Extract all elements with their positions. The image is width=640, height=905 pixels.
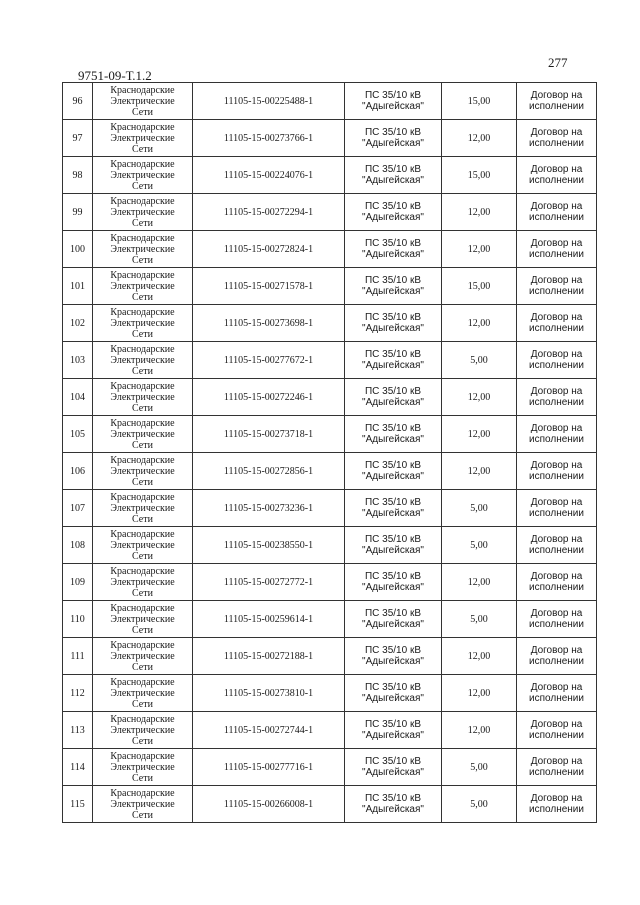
power-cell: 12,00 xyxy=(442,564,517,601)
status-cell xyxy=(517,194,597,231)
organization-cell xyxy=(93,342,193,379)
cell-line: Электрические xyxy=(110,391,175,403)
substation-cell xyxy=(345,527,442,564)
substation-cell xyxy=(345,490,442,527)
cell-line: Договор на xyxy=(530,127,583,138)
contract-code-cell: 11105-15-00273236-1 xyxy=(193,490,345,527)
cell-line: исполнении xyxy=(529,397,584,408)
organization-cell xyxy=(93,268,193,305)
cell-line: Сети xyxy=(132,328,153,340)
power-cell: 15,00 xyxy=(442,83,517,120)
cell-line: Сети xyxy=(132,735,153,747)
cell-line: ПС 35/10 кВ xyxy=(364,682,422,693)
cell-line: Договор на xyxy=(530,793,583,804)
cell-line: Электрические xyxy=(110,502,175,514)
organization-cell xyxy=(93,527,193,564)
cell-line: Электрические xyxy=(110,539,175,551)
organization-cell xyxy=(93,601,193,638)
cell-line: Сети xyxy=(132,365,153,377)
table-row xyxy=(63,527,597,564)
row-number: 102 xyxy=(63,305,93,342)
power-cell: 15,00 xyxy=(442,157,517,194)
contract-code-cell: 11105-15-00272188-1 xyxy=(193,638,345,675)
cell-line: Краснодарские xyxy=(110,491,175,503)
table-row xyxy=(63,453,597,490)
power-cell: 12,00 xyxy=(442,453,517,490)
cell-line: "Адыгейская" xyxy=(362,545,424,556)
cell-line: Краснодарские xyxy=(110,158,175,170)
contract-code-cell: 11105-15-00273718-1 xyxy=(193,416,345,453)
cell-line: "Адыгейская" xyxy=(362,767,424,778)
cell-line: "Адыгейская" xyxy=(362,397,424,408)
cell-line: ПС 35/10 кВ xyxy=(364,275,422,286)
power-cell: 5,00 xyxy=(442,342,517,379)
cell-line: ПС 35/10 кВ xyxy=(364,238,422,249)
status-cell xyxy=(517,675,597,712)
cell-line: Договор на xyxy=(530,386,583,397)
organization-cell xyxy=(93,231,193,268)
document-code: 9751-09-Т.1.2 xyxy=(78,68,152,83)
cell-line: Электрические xyxy=(110,650,175,662)
cell-line: Электрические xyxy=(110,95,175,107)
cell-line: Краснодарские xyxy=(110,528,175,540)
cell-line: Электрические xyxy=(110,243,175,255)
status-cell xyxy=(517,453,597,490)
contracts-table xyxy=(62,82,597,823)
cell-line: Электрические xyxy=(110,465,175,477)
cell-line: Договор на xyxy=(530,756,583,767)
row-number: 112 xyxy=(63,675,93,712)
organization-cell xyxy=(93,416,193,453)
cell-line: исполнении xyxy=(529,804,584,815)
cell-line: ПС 35/10 кВ xyxy=(364,497,422,508)
power-cell: 5,00 xyxy=(442,601,517,638)
substation-cell xyxy=(345,749,442,786)
table-row xyxy=(63,749,597,786)
table-row xyxy=(63,564,597,601)
cell-line: Договор на xyxy=(530,275,583,286)
row-number: 101 xyxy=(63,268,93,305)
cell-line: "Адыгейская" xyxy=(362,804,424,815)
status-cell xyxy=(517,564,597,601)
substation-cell xyxy=(345,83,442,120)
substation-cell xyxy=(345,638,442,675)
cell-line: Электрические xyxy=(110,576,175,588)
contract-code-cell: 11105-15-00259614-1 xyxy=(193,601,345,638)
organization-cell xyxy=(93,749,193,786)
organization-cell xyxy=(93,786,193,823)
status-cell xyxy=(517,601,597,638)
cell-line: "Адыгейская" xyxy=(362,286,424,297)
status-cell xyxy=(517,786,597,823)
contract-code-cell: 11105-15-00272744-1 xyxy=(193,712,345,749)
row-number: 107 xyxy=(63,490,93,527)
cell-line: Сети xyxy=(132,254,153,266)
row-number: 105 xyxy=(63,416,93,453)
cell-line: Сети xyxy=(132,513,153,525)
cell-line: "Адыгейская" xyxy=(362,212,424,223)
cell-line: Договор на xyxy=(530,460,583,471)
row-number: 106 xyxy=(63,453,93,490)
status-cell xyxy=(517,83,597,120)
organization-cell xyxy=(93,157,193,194)
row-number: 96 xyxy=(63,83,93,120)
cell-line: исполнении xyxy=(529,212,584,223)
substation-cell xyxy=(345,675,442,712)
cell-line: Электрические xyxy=(110,428,175,440)
row-number: 99 xyxy=(63,194,93,231)
cell-line: "Адыгейская" xyxy=(362,175,424,186)
organization-cell xyxy=(93,453,193,490)
cell-line: "Адыгейская" xyxy=(362,730,424,741)
cell-line: Сети xyxy=(132,772,153,784)
table-row xyxy=(63,601,597,638)
row-number: 103 xyxy=(63,342,93,379)
cell-line: "Адыгейская" xyxy=(362,619,424,630)
cell-line: ПС 35/10 кВ xyxy=(364,164,422,175)
row-number: 109 xyxy=(63,564,93,601)
cell-line: ПС 35/10 кВ xyxy=(364,719,422,730)
cell-line: Краснодарские xyxy=(110,306,175,318)
substation-cell xyxy=(345,157,442,194)
cell-line: Электрические xyxy=(110,354,175,366)
cell-line: ПС 35/10 кВ xyxy=(364,756,422,767)
cell-line: Договор на xyxy=(530,312,583,323)
substation-cell xyxy=(345,712,442,749)
cell-line: исполнении xyxy=(529,619,584,630)
cell-line: Договор на xyxy=(530,164,583,175)
cell-line: Сети xyxy=(132,809,153,821)
power-cell: 5,00 xyxy=(442,527,517,564)
organization-cell xyxy=(93,83,193,120)
contract-code-cell: 11105-15-00225488-1 xyxy=(193,83,345,120)
table-row xyxy=(63,305,597,342)
organization-cell xyxy=(93,675,193,712)
organization-cell xyxy=(93,194,193,231)
cell-line: "Адыгейская" xyxy=(362,101,424,112)
status-cell xyxy=(517,268,597,305)
cell-line: Сети xyxy=(132,217,153,229)
cell-line: "Адыгейская" xyxy=(362,360,424,371)
substation-cell xyxy=(345,120,442,157)
row-number: 98 xyxy=(63,157,93,194)
power-cell: 12,00 xyxy=(442,416,517,453)
row-number: 108 xyxy=(63,527,93,564)
cell-line: Краснодарские xyxy=(110,676,175,688)
cell-line: исполнении xyxy=(529,286,584,297)
cell-line: "Адыгейская" xyxy=(362,138,424,149)
table-row xyxy=(63,416,597,453)
table-row xyxy=(63,157,597,194)
cell-line: ПС 35/10 кВ xyxy=(364,349,422,360)
status-cell xyxy=(517,416,597,453)
power-cell: 15,00 xyxy=(442,268,517,305)
status-cell xyxy=(517,490,597,527)
status-cell xyxy=(517,638,597,675)
cell-line: Сети xyxy=(132,698,153,710)
cell-line: ПС 35/10 кВ xyxy=(364,201,422,212)
cell-line: Договор на xyxy=(530,201,583,212)
cell-line: Электрические xyxy=(110,798,175,810)
cell-line: Договор на xyxy=(530,497,583,508)
cell-line: Договор на xyxy=(530,349,583,360)
cell-line: Электрические xyxy=(110,169,175,181)
cell-line: исполнении xyxy=(529,360,584,371)
cell-line: Краснодарские xyxy=(110,787,175,799)
substation-cell xyxy=(345,231,442,268)
cell-line: Сети xyxy=(132,402,153,414)
status-cell xyxy=(517,527,597,564)
substation-cell xyxy=(345,305,442,342)
cell-line: Краснодарские xyxy=(110,750,175,762)
organization-cell xyxy=(93,490,193,527)
cell-line: исполнении xyxy=(529,582,584,593)
cell-line: исполнении xyxy=(529,101,584,112)
cell-line: Краснодарские xyxy=(110,84,175,96)
table-row xyxy=(63,379,597,416)
organization-cell xyxy=(93,712,193,749)
cell-line: исполнении xyxy=(529,767,584,778)
cell-line: Договор на xyxy=(530,90,583,101)
status-cell xyxy=(517,157,597,194)
cell-line: Договор на xyxy=(530,534,583,545)
table-row xyxy=(63,490,597,527)
cell-line: Электрические xyxy=(110,613,175,625)
power-cell: 5,00 xyxy=(442,490,517,527)
power-cell: 5,00 xyxy=(442,749,517,786)
cell-line: исполнении xyxy=(529,138,584,149)
cell-line: Договор на xyxy=(530,719,583,730)
power-cell: 12,00 xyxy=(442,675,517,712)
table-row xyxy=(63,712,597,749)
cell-line: "Адыгейская" xyxy=(362,323,424,334)
status-cell xyxy=(517,231,597,268)
status-cell xyxy=(517,305,597,342)
cell-line: Сети xyxy=(132,661,153,673)
contract-code-cell: 11105-15-00277716-1 xyxy=(193,749,345,786)
cell-line: Краснодарские xyxy=(110,343,175,355)
cell-line: Краснодарские xyxy=(110,713,175,725)
table-row xyxy=(63,638,597,675)
cell-line: исполнении xyxy=(529,434,584,445)
cell-line: Договор на xyxy=(530,238,583,249)
power-cell: 12,00 xyxy=(442,231,517,268)
power-cell: 12,00 xyxy=(442,379,517,416)
status-cell xyxy=(517,712,597,749)
cell-line: Краснодарские xyxy=(110,602,175,614)
contract-code-cell: 11105-15-00272294-1 xyxy=(193,194,345,231)
cell-line: Договор на xyxy=(530,645,583,656)
power-cell: 12,00 xyxy=(442,712,517,749)
power-cell: 12,00 xyxy=(442,194,517,231)
cell-line: Договор на xyxy=(530,423,583,434)
cell-line: ПС 35/10 кВ xyxy=(364,386,422,397)
contract-code-cell: 11105-15-00238550-1 xyxy=(193,527,345,564)
power-cell: 12,00 xyxy=(442,305,517,342)
cell-line: Краснодарские xyxy=(110,380,175,392)
cell-line: "Адыгейская" xyxy=(362,508,424,519)
table-row xyxy=(63,120,597,157)
contract-code-cell: 11105-15-00273698-1 xyxy=(193,305,345,342)
cell-line: Сети xyxy=(132,587,153,599)
table-row xyxy=(63,194,597,231)
cell-line: Краснодарские xyxy=(110,195,175,207)
contract-code-cell: 11105-15-00272824-1 xyxy=(193,231,345,268)
cell-line: ПС 35/10 кВ xyxy=(364,534,422,545)
organization-cell xyxy=(93,305,193,342)
status-cell xyxy=(517,379,597,416)
cell-line: исполнении xyxy=(529,175,584,186)
cell-line: Сети xyxy=(132,476,153,488)
organization-cell xyxy=(93,379,193,416)
row-number: 100 xyxy=(63,231,93,268)
row-number: 104 xyxy=(63,379,93,416)
cell-line: ПС 35/10 кВ xyxy=(364,423,422,434)
cell-line: "Адыгейская" xyxy=(362,656,424,667)
contract-code-cell: 11105-15-00273810-1 xyxy=(193,675,345,712)
status-cell xyxy=(517,342,597,379)
row-number: 115 xyxy=(63,786,93,823)
organization-cell xyxy=(93,120,193,157)
cell-line: исполнении xyxy=(529,508,584,519)
cell-line: ПС 35/10 кВ xyxy=(364,460,422,471)
cell-line: "Адыгейская" xyxy=(362,471,424,482)
row-number: 97 xyxy=(63,120,93,157)
cell-line: Сети xyxy=(132,624,153,636)
cell-line: Электрические xyxy=(110,280,175,292)
cell-line: "Адыгейская" xyxy=(362,434,424,445)
row-number: 110 xyxy=(63,601,93,638)
cell-line: Электрические xyxy=(110,724,175,736)
table-row xyxy=(63,268,597,305)
substation-cell xyxy=(345,564,442,601)
cell-line: исполнении xyxy=(529,545,584,556)
cell-line: Сети xyxy=(132,180,153,192)
table-body xyxy=(63,83,597,823)
cell-line: Электрические xyxy=(110,687,175,699)
substation-cell xyxy=(345,601,442,638)
cell-line: Договор на xyxy=(530,608,583,619)
cell-line: "Адыгейская" xyxy=(362,582,424,593)
contract-code-cell: 11105-15-00271578-1 xyxy=(193,268,345,305)
row-number: 114 xyxy=(63,749,93,786)
table-row xyxy=(63,231,597,268)
contract-code-cell: 11105-15-00277672-1 xyxy=(193,342,345,379)
cell-line: исполнении xyxy=(529,656,584,667)
substation-cell xyxy=(345,194,442,231)
cell-line: ПС 35/10 кВ xyxy=(364,793,422,804)
table-row xyxy=(63,786,597,823)
organization-cell xyxy=(93,564,193,601)
cell-line: "Адыгейская" xyxy=(362,693,424,704)
table-row xyxy=(63,83,597,120)
table-row xyxy=(63,675,597,712)
status-cell xyxy=(517,120,597,157)
cell-line: Краснодарские xyxy=(110,232,175,244)
cell-line: исполнении xyxy=(529,249,584,260)
substation-cell xyxy=(345,786,442,823)
contract-code-cell: 11105-15-00272856-1 xyxy=(193,453,345,490)
cell-line: исполнении xyxy=(529,323,584,334)
cell-line: Краснодарские xyxy=(110,454,175,466)
contract-code-cell: 11105-15-00272772-1 xyxy=(193,564,345,601)
cell-line: Краснодарские xyxy=(110,417,175,429)
power-cell: 12,00 xyxy=(442,638,517,675)
status-cell xyxy=(517,749,597,786)
cell-line: исполнении xyxy=(529,730,584,741)
cell-line: ПС 35/10 кВ xyxy=(364,90,422,101)
cell-line: исполнении xyxy=(529,471,584,482)
cell-line: "Адыгейская" xyxy=(362,249,424,260)
contract-code-cell: 11105-15-00224076-1 xyxy=(193,157,345,194)
cell-line: ПС 35/10 кВ xyxy=(364,608,422,619)
cell-line: Краснодарские xyxy=(110,121,175,133)
cell-line: Сети xyxy=(132,439,153,451)
cell-line: ПС 35/10 кВ xyxy=(364,127,422,138)
cell-line: Краснодарские xyxy=(110,269,175,281)
cell-line: Электрические xyxy=(110,132,175,144)
substation-cell xyxy=(345,416,442,453)
table-row xyxy=(63,342,597,379)
cell-line: ПС 35/10 кВ xyxy=(364,312,422,323)
power-cell: 12,00 xyxy=(442,120,517,157)
cell-line: ПС 35/10 кВ xyxy=(364,571,422,582)
substation-cell xyxy=(345,379,442,416)
cell-line: Сети xyxy=(132,550,153,562)
contract-code-cell: 11105-15-00266008-1 xyxy=(193,786,345,823)
cell-line: ПС 35/10 кВ xyxy=(364,645,422,656)
cell-line: Электрические xyxy=(110,761,175,773)
cell-line: Договор на xyxy=(530,682,583,693)
cell-line: Сети xyxy=(132,291,153,303)
cell-line: Договор на xyxy=(530,571,583,582)
power-cell: 5,00 xyxy=(442,786,517,823)
cell-line: Краснодарские xyxy=(110,639,175,651)
page-number: 277 xyxy=(548,55,568,70)
organization-cell xyxy=(93,638,193,675)
cell-line: исполнении xyxy=(529,693,584,704)
cell-line: Электрические xyxy=(110,206,175,218)
cell-line: Электрические xyxy=(110,317,175,329)
substation-cell xyxy=(345,268,442,305)
row-number: 111 xyxy=(63,638,93,675)
contract-code-cell: 11105-15-00272246-1 xyxy=(193,379,345,416)
cell-line: Краснодарские xyxy=(110,565,175,577)
cell-line: Сети xyxy=(132,106,153,118)
substation-cell xyxy=(345,453,442,490)
row-number: 113 xyxy=(63,712,93,749)
substation-cell xyxy=(345,342,442,379)
cell-line: Сети xyxy=(132,143,153,155)
contract-code-cell: 11105-15-00273766-1 xyxy=(193,120,345,157)
